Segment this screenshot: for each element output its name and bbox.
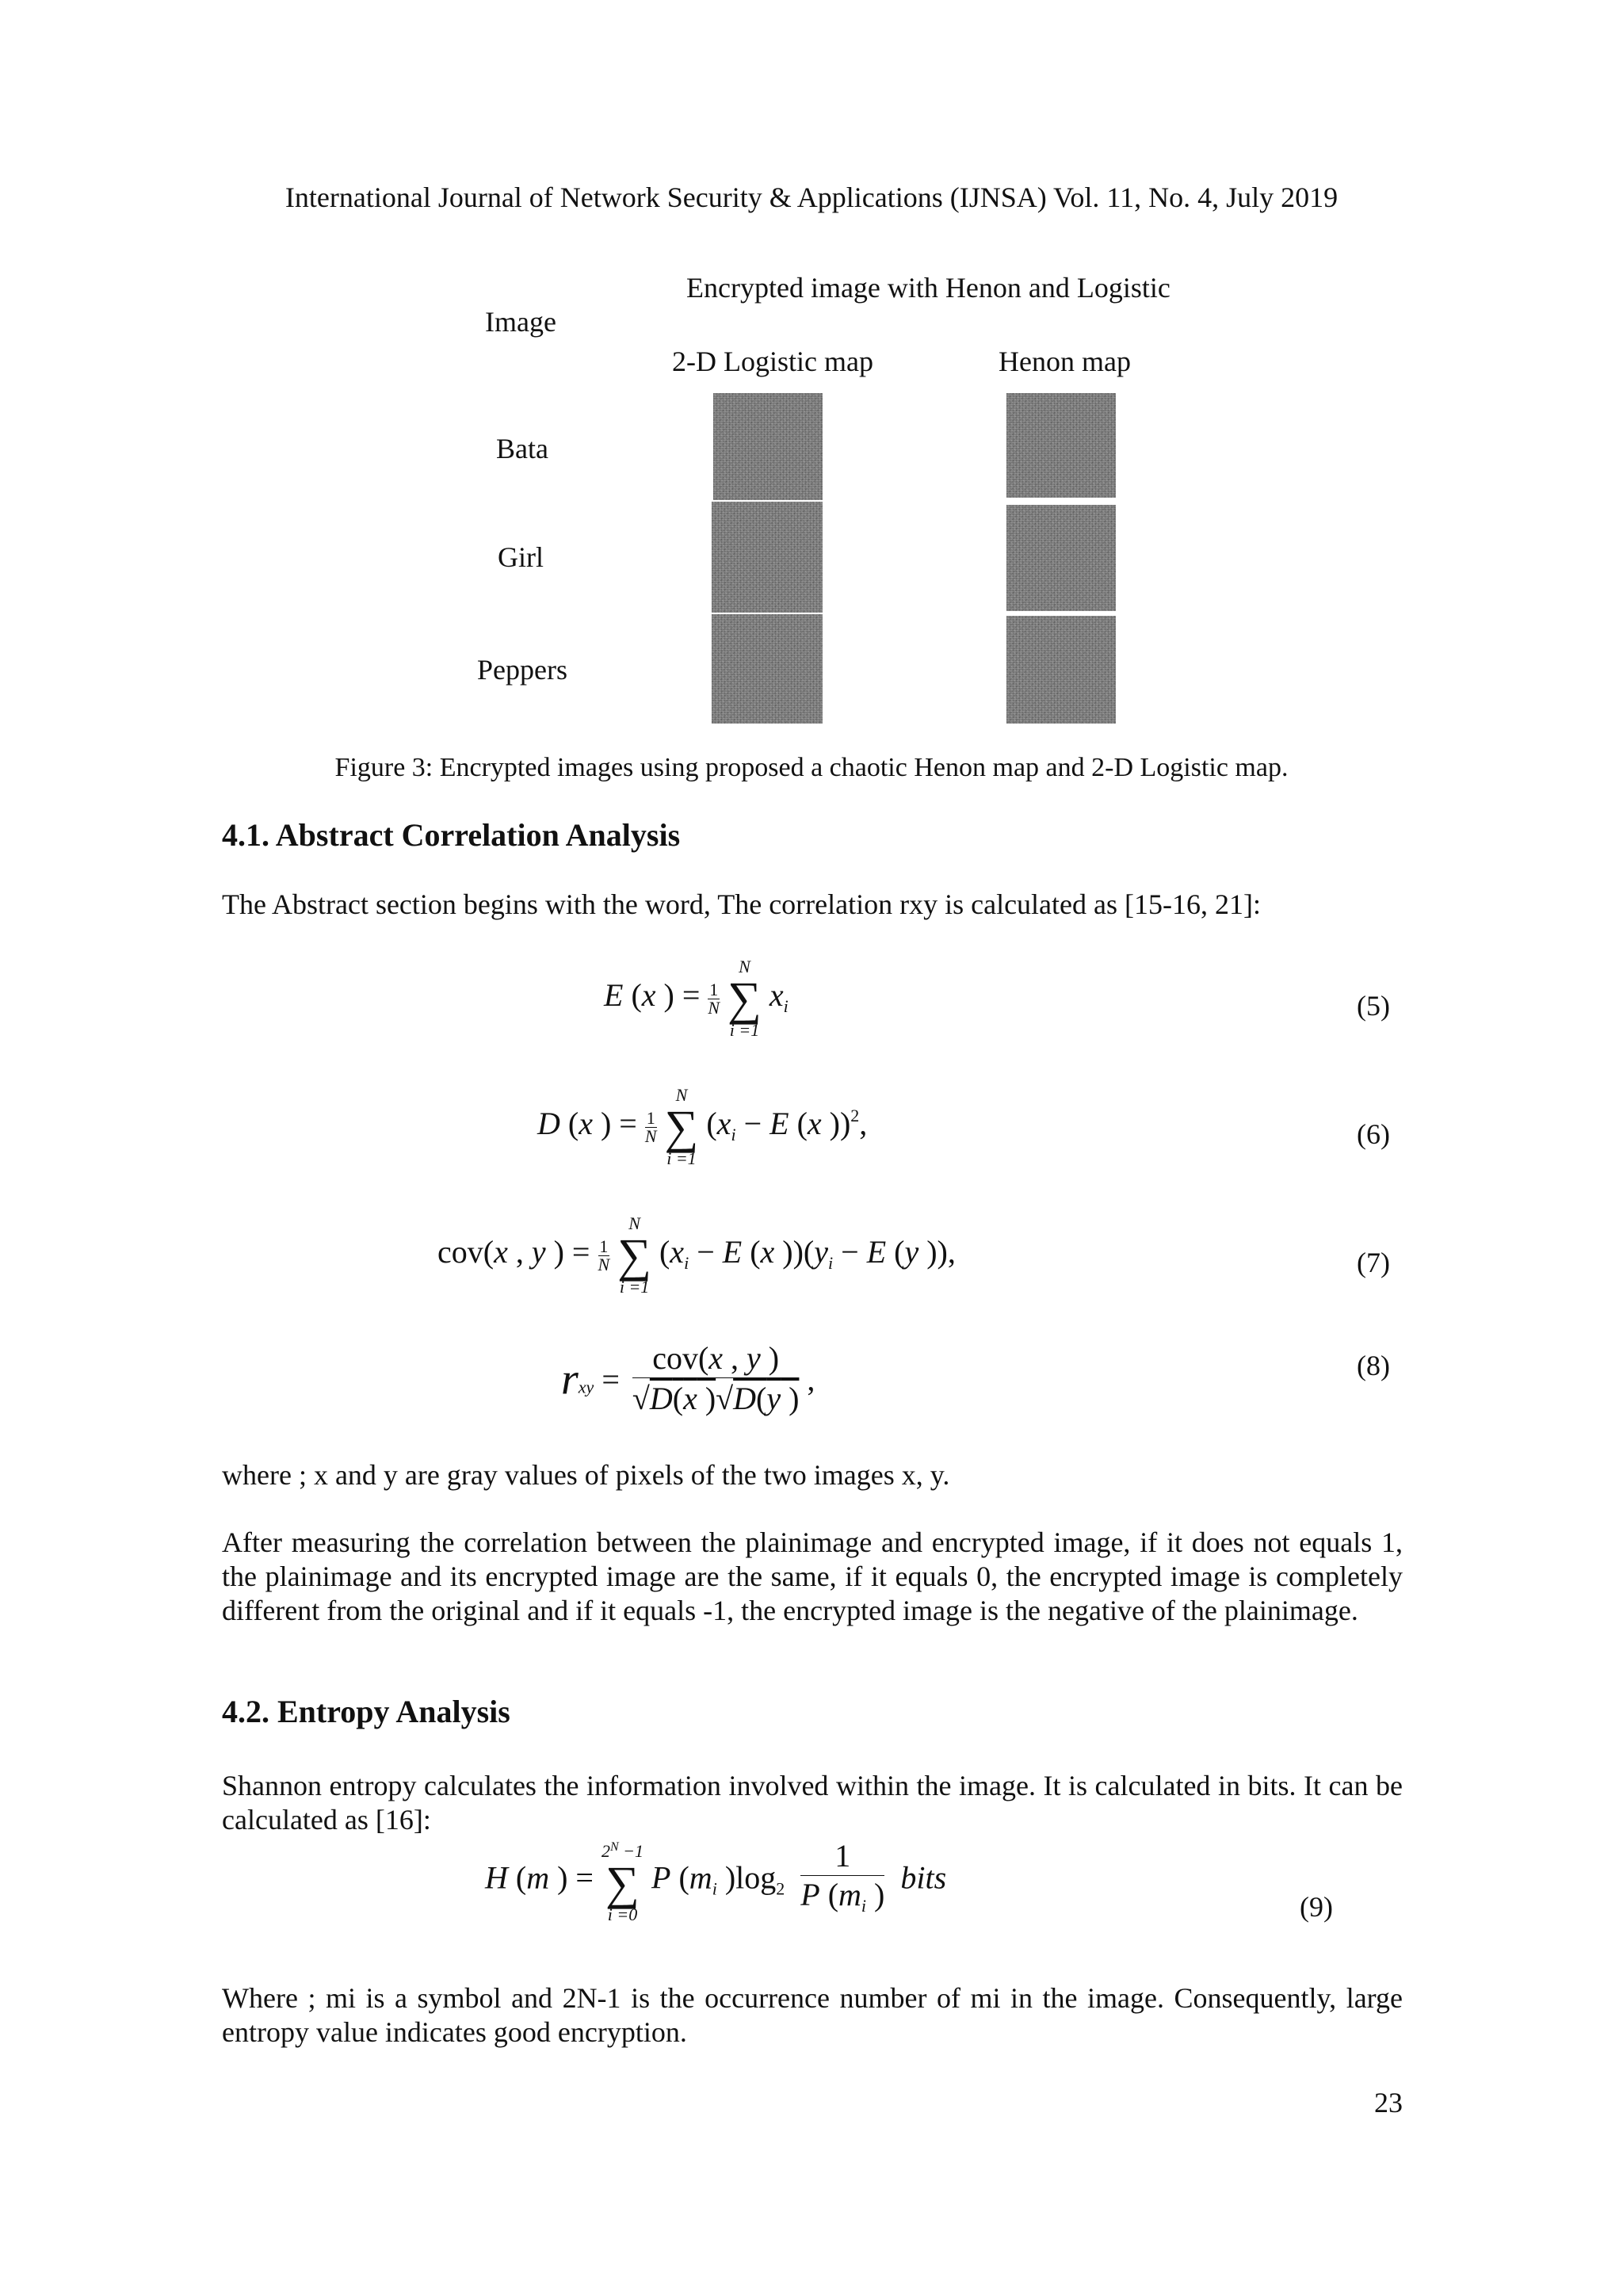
paragraph-where-xy: where ; x and y are gray values of pixels of the two images x, y. <box>222 1459 950 1491</box>
paragraph-entropy-intro: Shannon entropy calculates the information involved within the image. It is calculated in bits. It can be calculated as [16]: <box>222 1770 1403 1836</box>
encrypted-image-bata-henon <box>1006 393 1116 498</box>
equation-9: H (m ) = $2^N -1$ ∑ i =0 P ($m_i$ )$\log_2$ $\frac{1}{P (m_i )}$ bits <box>485 1838 947 1924</box>
encrypted-image-bata-logistic <box>713 393 823 500</box>
equation-6: D (x ) = $\frac{1}{N}$ N ∑ i =1 ($x_i - E$ (x ))$^2$, <box>537 1085 868 1168</box>
paragraph-correlation-intro: The Abstract section begins with the word, The correlation rxy is calculated as [15-16, 21]: <box>222 888 1261 920</box>
section-heading-correlation: 4.1. Abstract Correlation Analysis <box>222 817 681 853</box>
paragraph-entropy-where: Where ; mi is a symbol and 2N-1 is the occurrence number of mi in the image. Consequently, large entropy value indicates good encryption. <box>222 1982 1403 2048</box>
figure-caption: Figure 3: Encrypted images using proposed a chaotic Henon map and 2-D Logistic map. <box>334 753 1289 782</box>
equation-6-number: (6) <box>1357 1118 1390 1150</box>
equation-7-number: (7) <box>1357 1247 1390 1278</box>
encrypted-image-girl-logistic <box>712 502 823 613</box>
figure-col-image-header: Image <box>485 306 556 338</box>
equation-8-number: (8) <box>1357 1350 1390 1381</box>
figure-row-label-bata: Bata <box>496 433 548 464</box>
encrypted-image-peppers-henon <box>1006 616 1116 724</box>
equation-7: cov(x , y ) = $\frac{1}{N}$ N ∑ i =1 ($x_i - E$ (x ))($y_i - E$ (y )), <box>437 1213 956 1297</box>
figure-row-label-girl: Girl <box>498 541 544 573</box>
equation-8: $r_{xy}$ = $\frac{\text{cov(x , y )}}{√D(x )√D(y )}$ , <box>561 1340 815 1416</box>
encrypted-image-peppers-logistic <box>712 614 823 724</box>
figure-col-henon: Henon map <box>999 346 1131 377</box>
figure-col-logistic: 2-D Logistic map <box>672 346 873 377</box>
encrypted-image-girl-henon <box>1006 505 1116 611</box>
running-header: International Journal of Network Security & Applications (IJNSA) Vol. 11, No. 4, July 2019 <box>285 181 1338 213</box>
figure-row-label-peppers: Peppers <box>477 654 567 686</box>
equation-5: E (x ) = $\frac{1}{N}$ N ∑ i =1 $x_i$ <box>604 957 789 1040</box>
paragraph-correlation-interpretation: After measuring the correlation between the plainimage and encrypted image, if it does not equals 1, the plainimage and its encrypted image are the same, if it equals 0, the encrypted image is completely different from the original and if it equals -1, the encrypted image is the negative of the plainimage. <box>222 1526 1403 1626</box>
equation-9-number: (9) <box>1300 1891 1333 1923</box>
page-number: 23 <box>1374 2087 1403 2118</box>
figure-group-header: Encrypted image with Henon and Logistic <box>686 272 1170 304</box>
section-heading-entropy: 4.2. Entropy Analysis <box>222 1694 510 1729</box>
equation-5-number: (5) <box>1357 990 1390 1022</box>
